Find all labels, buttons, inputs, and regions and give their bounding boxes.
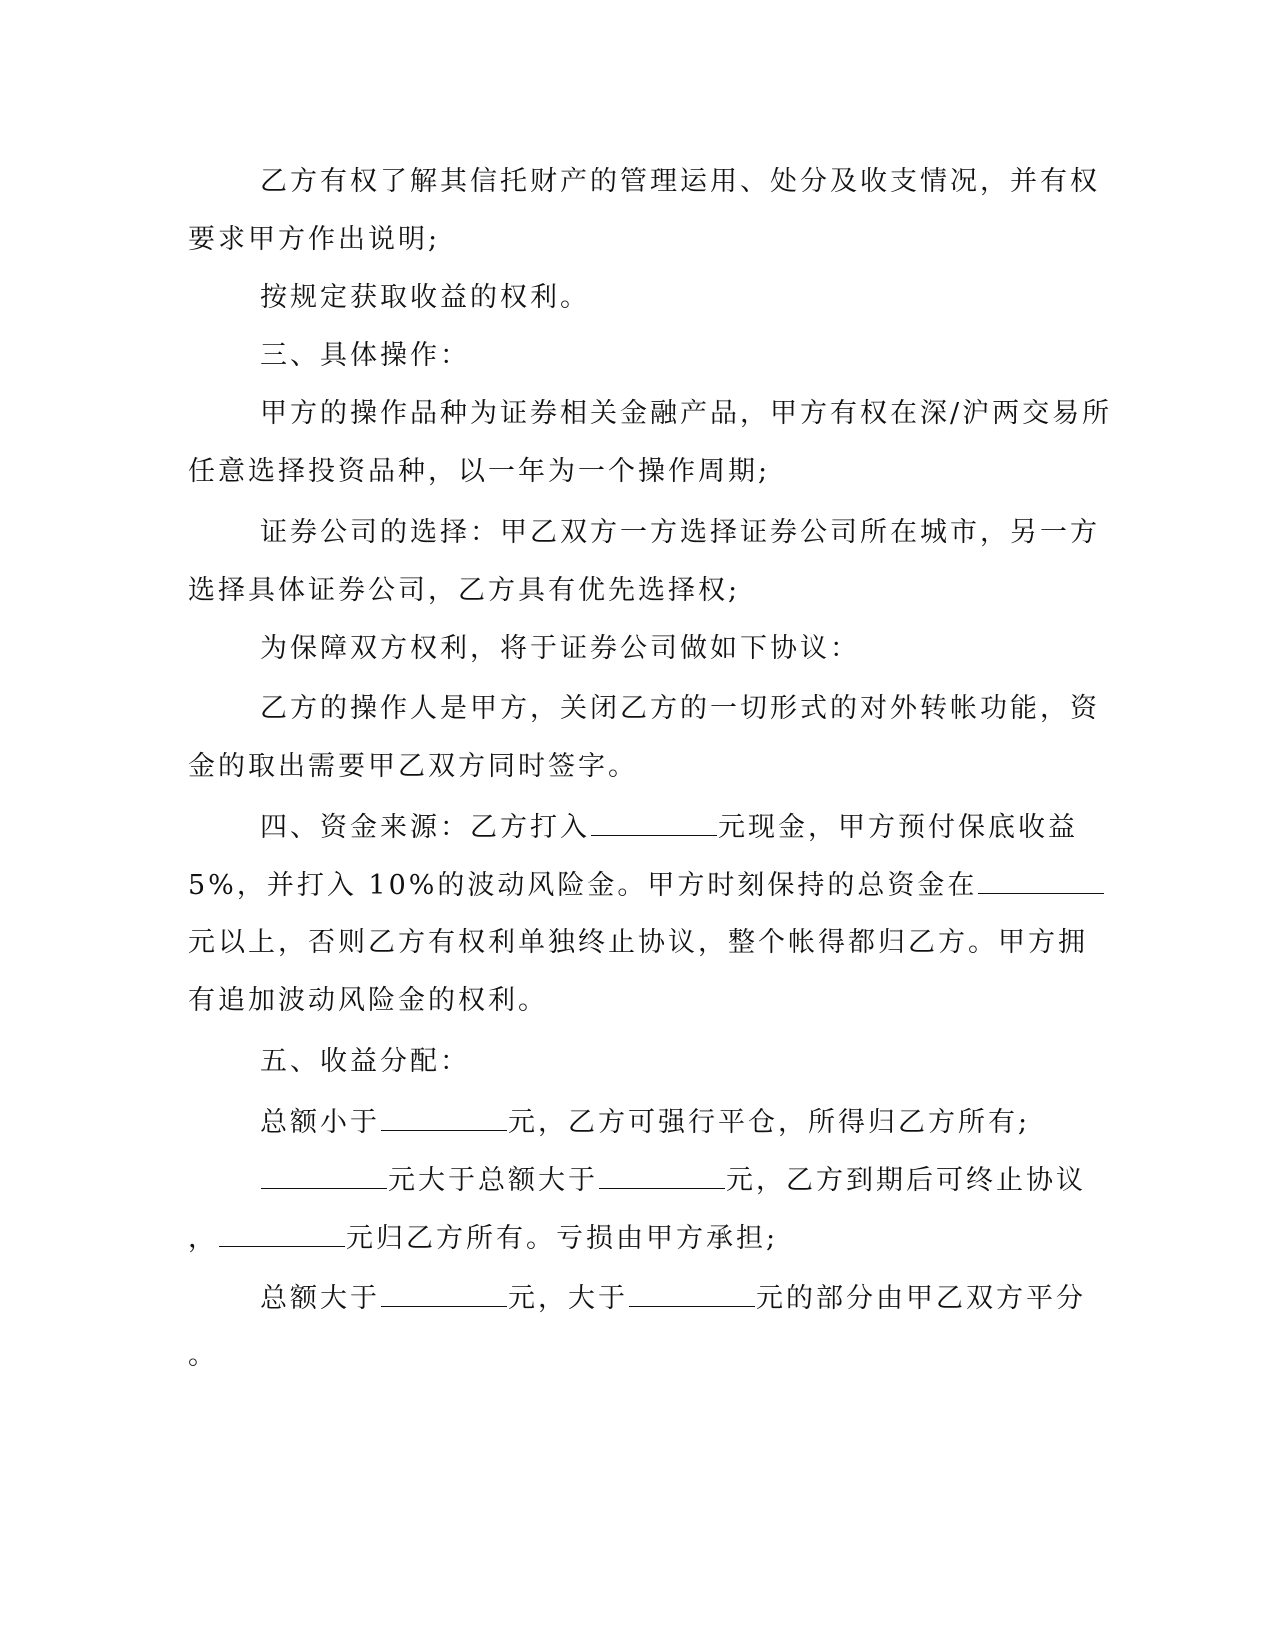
funds-text: 5%，并打入 10%的波动风险金。甲方时刻保持的总资金在 xyxy=(188,870,978,901)
funds-text: 元现金，甲方预付保底收益 xyxy=(718,812,1078,843)
blank-field xyxy=(978,867,1104,894)
profit-text: 元大于总额大于 xyxy=(388,1165,598,1196)
blank-field xyxy=(381,1104,507,1131)
blank-field xyxy=(629,1280,755,1307)
profit-line xyxy=(188,1220,778,1257)
profit-text: ， xyxy=(188,1223,218,1254)
blank-field xyxy=(381,1280,507,1307)
blank-field xyxy=(219,1220,345,1247)
paragraph-line: 乙方的操作人是甲方，关闭乙方的一切形式的对外转帐功能，资 xyxy=(260,693,1100,724)
profit-text: 总额小于 xyxy=(260,1107,380,1138)
profit-text: 元，大于 xyxy=(508,1283,628,1314)
blank-field xyxy=(591,809,717,836)
profit-text: 元，乙方到期后可终止协议 xyxy=(726,1165,1086,1196)
profit-line: 。 xyxy=(188,1340,218,1371)
profit-text: 元的部分由甲乙双方平分 xyxy=(756,1283,1086,1314)
funds-source-line xyxy=(188,867,1105,904)
funds-source-line xyxy=(260,809,1078,846)
profit-line xyxy=(260,1162,1086,1199)
paragraph-line: 要求甲方作出说明; xyxy=(188,224,441,255)
paragraph-line: 甲方的操作品种为证券相关金融产品，甲方有权在深/沪两交易所 xyxy=(260,398,1113,429)
paragraph-line: 为保障双方权利，将于证券公司做如下协议： xyxy=(260,633,860,664)
paragraph-line: 证券公司的选择：甲乙双方一方选择证券公司所在城市，另一方 xyxy=(260,517,1100,548)
paragraph-line: 选择具体证券公司，乙方具有优先选择权; xyxy=(188,575,741,606)
paragraph-line: 金的取出需要甲乙双方同时签字。 xyxy=(188,751,638,782)
funds-text: 四、资金来源：乙方打入 xyxy=(260,812,590,843)
section-heading: 三、具体操作： xyxy=(260,340,470,371)
paragraph-line: 乙方有权了解其信托财产的管理运用、处分及收支情况，并有权 xyxy=(260,166,1100,197)
profit-text: 元归乙方所有。亏损由甲方承担; xyxy=(346,1223,779,1254)
blank-field xyxy=(261,1162,387,1189)
section-heading: 五、收益分配： xyxy=(260,1046,470,1077)
paragraph-line: 任意选择投资品种，以一年为一个操作周期; xyxy=(188,456,771,487)
blank-field xyxy=(599,1162,725,1189)
profit-line xyxy=(260,1104,1030,1141)
profit-line xyxy=(260,1280,1086,1317)
funds-source-line: 元以上，否则乙方有权利单独终止协议，整个帐得都归乙方。甲方拥 xyxy=(188,927,1088,958)
profit-text: 总额大于 xyxy=(260,1283,380,1314)
profit-text: 元，乙方可强行平仓，所得归乙方所有; xyxy=(508,1107,1031,1138)
paragraph-line: 按规定获取收益的权利。 xyxy=(260,282,590,313)
funds-source-line: 有追加波动风险金的权利。 xyxy=(188,985,548,1016)
